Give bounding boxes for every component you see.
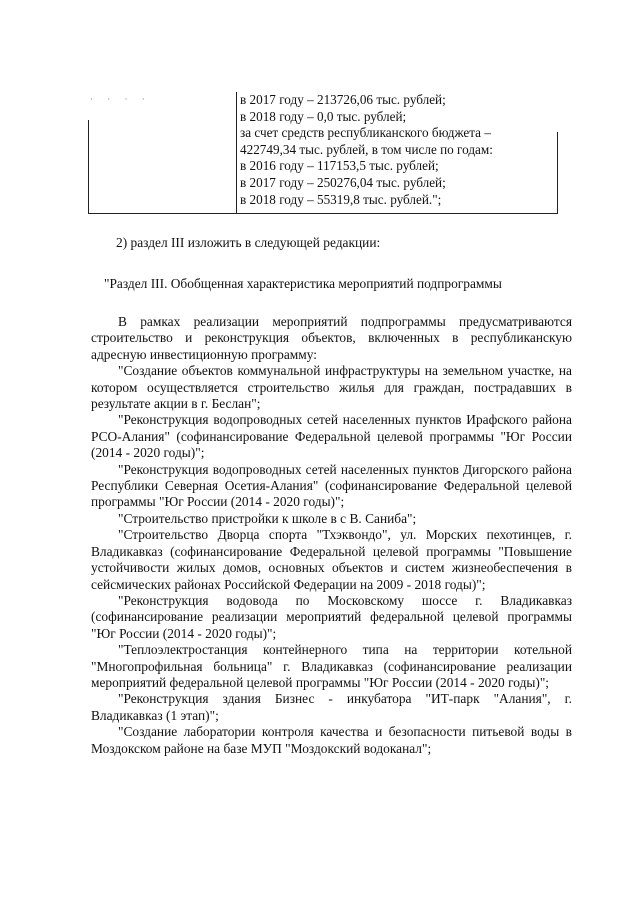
paragraph-item: "Строительство пристройки к школе в с В. Саниба"; (118, 510, 417, 526)
table-bottom-border (88, 213, 558, 214)
table-line: 422749,34 тыс. рублей, в том числе по годам: (240, 141, 493, 157)
table-line: за счет средств республиканского бюджета – (240, 125, 491, 141)
table-line: в 2017 году – 213726,06 тыс. рублей; (240, 92, 446, 107)
section-heading: "Раздел III. Обобщенная характеристика мероприятий подпрограммы (104, 276, 502, 291)
table-line: в 2018 году – 55319,8 тыс. рублей."; (240, 191, 442, 207)
table-right-cell (240, 92, 558, 208)
table-left-marks: · · · · (90, 94, 151, 104)
paragraph-item: "Создание объектов коммунальной инфраструктуры на земельном участке, на котором осуществляется строительство жилья для граждан, пострадавших в результате акции в г. Беслан"; (91, 363, 572, 412)
table-left-border (88, 120, 89, 214)
paragraph-item: "Теплоэлектростанция контейнерного типа на территории котельной "Многопрофильная больница" г. Владикавказ (софинансирование реализации мероприятий федеральной целевой программы "Юг России (2014 - 2020 годы)"; (91, 642, 572, 690)
paragraph-intro: В рамках реализации мероприятий подпрограммы предусматриваются строительство и реконструкция объектов, включенных в республиканскую адресную инвестиционную программу: (91, 314, 572, 362)
table-left-cell (88, 92, 236, 214)
paragraph-item: "Создание лаборатории контроля качества и безопасности питьевой воды в Моздокском районе на базе МУП "Моздокский водоканал"; (91, 724, 572, 756)
paragraph-item: "Реконструкция водопроводных сетей населенных пунктов Дигорского района Республики Северная Осетия-Алания" (софинансирование Федеральной целевой программы "Юг России (2014 - 2020 годы)"; (91, 461, 572, 510)
table-line: в 2016 году – 117153,5 тыс. рублей; (240, 158, 439, 174)
body-text (91, 314, 572, 757)
paragraph-item: "Реконструкция здания Бизнес - инкубатора "ИТ-парк "Алания", г. Владикавказ (1 этап)"; (91, 691, 572, 723)
paragraph-item: "Реконструкция водовода по Московскому шоссе г. Владикавказ (софинансирование реализации мероприятий федеральной целевой программы "Юг России (2014 - 2020 годы)"; (91, 592, 572, 641)
table-column-divider (236, 92, 237, 214)
amendment-item-2: 2) раздел III изложить в следующей редакции: (116, 235, 381, 250)
funding-table-fragment (88, 92, 558, 214)
paragraph-item: "Реконструкция водопроводных сетей населенных пунктов Ирафского района РСО-Алания" (софинансирование Федеральной целевой программы "Юг России (2014 - 2020 годы)"; (91, 412, 572, 461)
table-line: в 2017 году – 250276,04 тыс. рублей; (240, 174, 446, 190)
paragraph-item: "Строительство Дворца спорта "Тхэквондо", ул. Морских пехотинцев, г. Владикавказ (софинансирование Федеральной целевой программы "Повышение устойчивости жилых домов, основных объектов и систем жизнеобеспечения в сейсмических районах Российской Федерации на 2009 - 2018 годы)"; (91, 527, 572, 592)
table-line: в 2018 году – 0,0 тыс. рублей; (240, 108, 407, 124)
